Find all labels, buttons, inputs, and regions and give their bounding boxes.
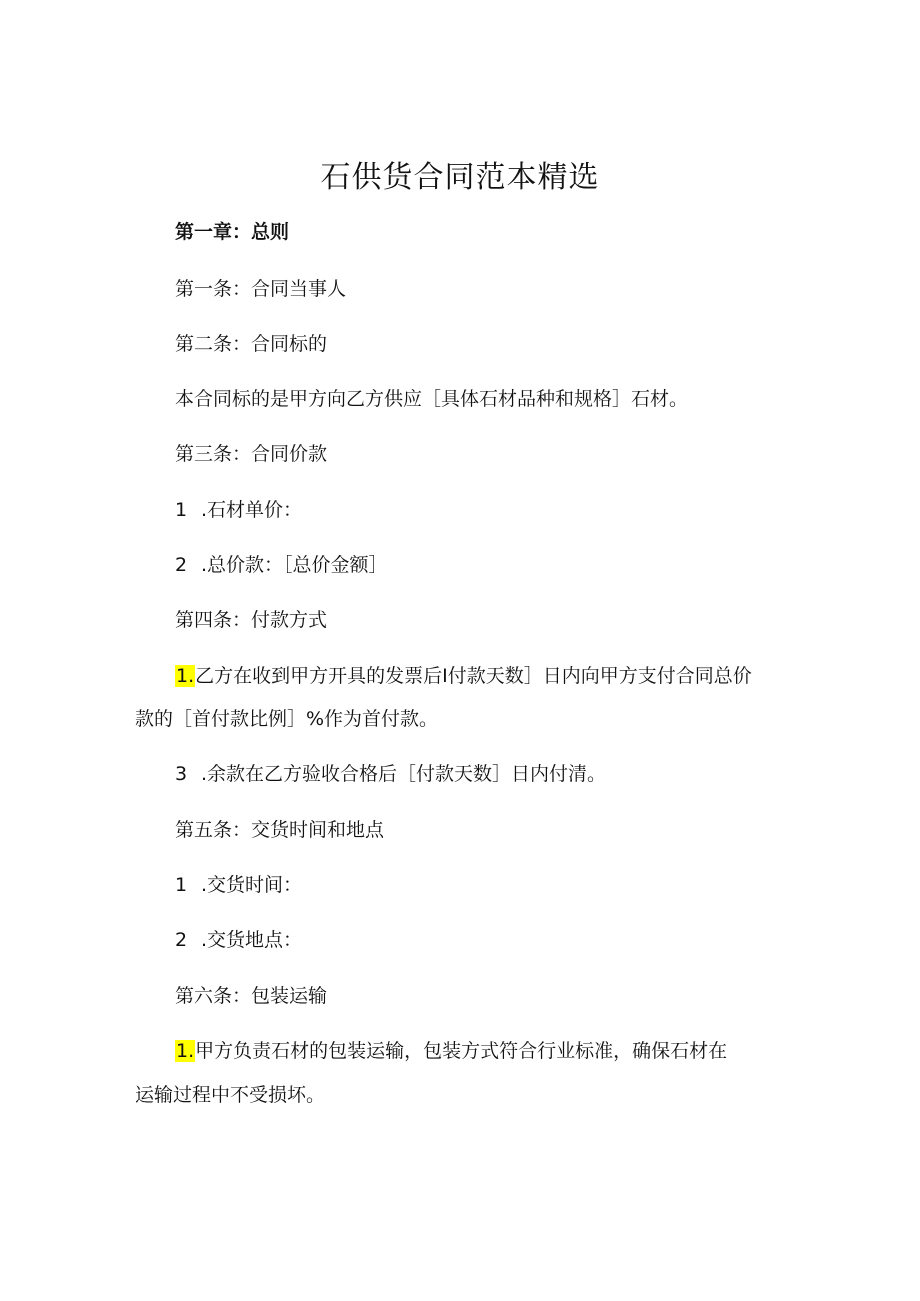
article-3-item-1	[175, 496, 302, 524]
item-text: .总价款：［总价金额］	[201, 554, 388, 576]
chapter-heading: 第一章：总则	[175, 221, 290, 243]
item-text: .交货时间：	[201, 874, 303, 896]
article-4-item-3	[175, 760, 606, 788]
article-6-heading: 第六条：包装运输	[175, 985, 328, 1007]
highlighted-item-number: 1.	[176, 665, 195, 687]
item-number: 2	[175, 554, 188, 576]
article-6-item-1-line-1	[175, 1037, 727, 1065]
item-text: 甲方负责石材的包装运输，包装方式符合行业标准，确保石材在	[195, 1040, 728, 1062]
article-2-heading: 第二条：合同标的	[175, 333, 328, 355]
article-5-item-2	[175, 926, 302, 954]
document-title: 石供货合同范本精选	[320, 160, 600, 195]
item-number: 3	[175, 763, 188, 785]
article-2-body: 本合同标的是甲方向乙方供应［具体石材品种和规格］石材。	[175, 388, 689, 410]
article-6-item-1-line-2: 运输过程中不受损坏。	[135, 1084, 326, 1106]
highlighted-item-number: 1.	[176, 1040, 195, 1062]
item-number: 1	[175, 874, 188, 896]
article-5-heading: 第五条：交货时间和地点	[175, 819, 385, 841]
article-4-item-1-line-1	[175, 662, 752, 690]
article-3-item-2	[175, 551, 388, 579]
article-1-heading: 第一条：合同当事人	[175, 278, 347, 300]
item-number: 1	[175, 499, 188, 521]
item-text: 乙方在收到甲方开具的发票后I付款天数］日内向甲方支付合同总价	[195, 665, 752, 687]
item-number: 2	[175, 929, 188, 951]
item-text: .交货地点：	[201, 929, 303, 951]
article-4-heading: 第四条：付款方式	[175, 609, 328, 631]
article-4-item-1-line-2: 款的［首付款比例］%作为首付款。	[135, 708, 439, 730]
article-3-heading: 第三条：合同价款	[175, 443, 328, 465]
item-text: .石材单价：	[201, 499, 303, 521]
article-5-item-1	[175, 871, 302, 899]
item-text: .余款在乙方验收合格后［付款天数］日内付清。	[201, 763, 607, 785]
